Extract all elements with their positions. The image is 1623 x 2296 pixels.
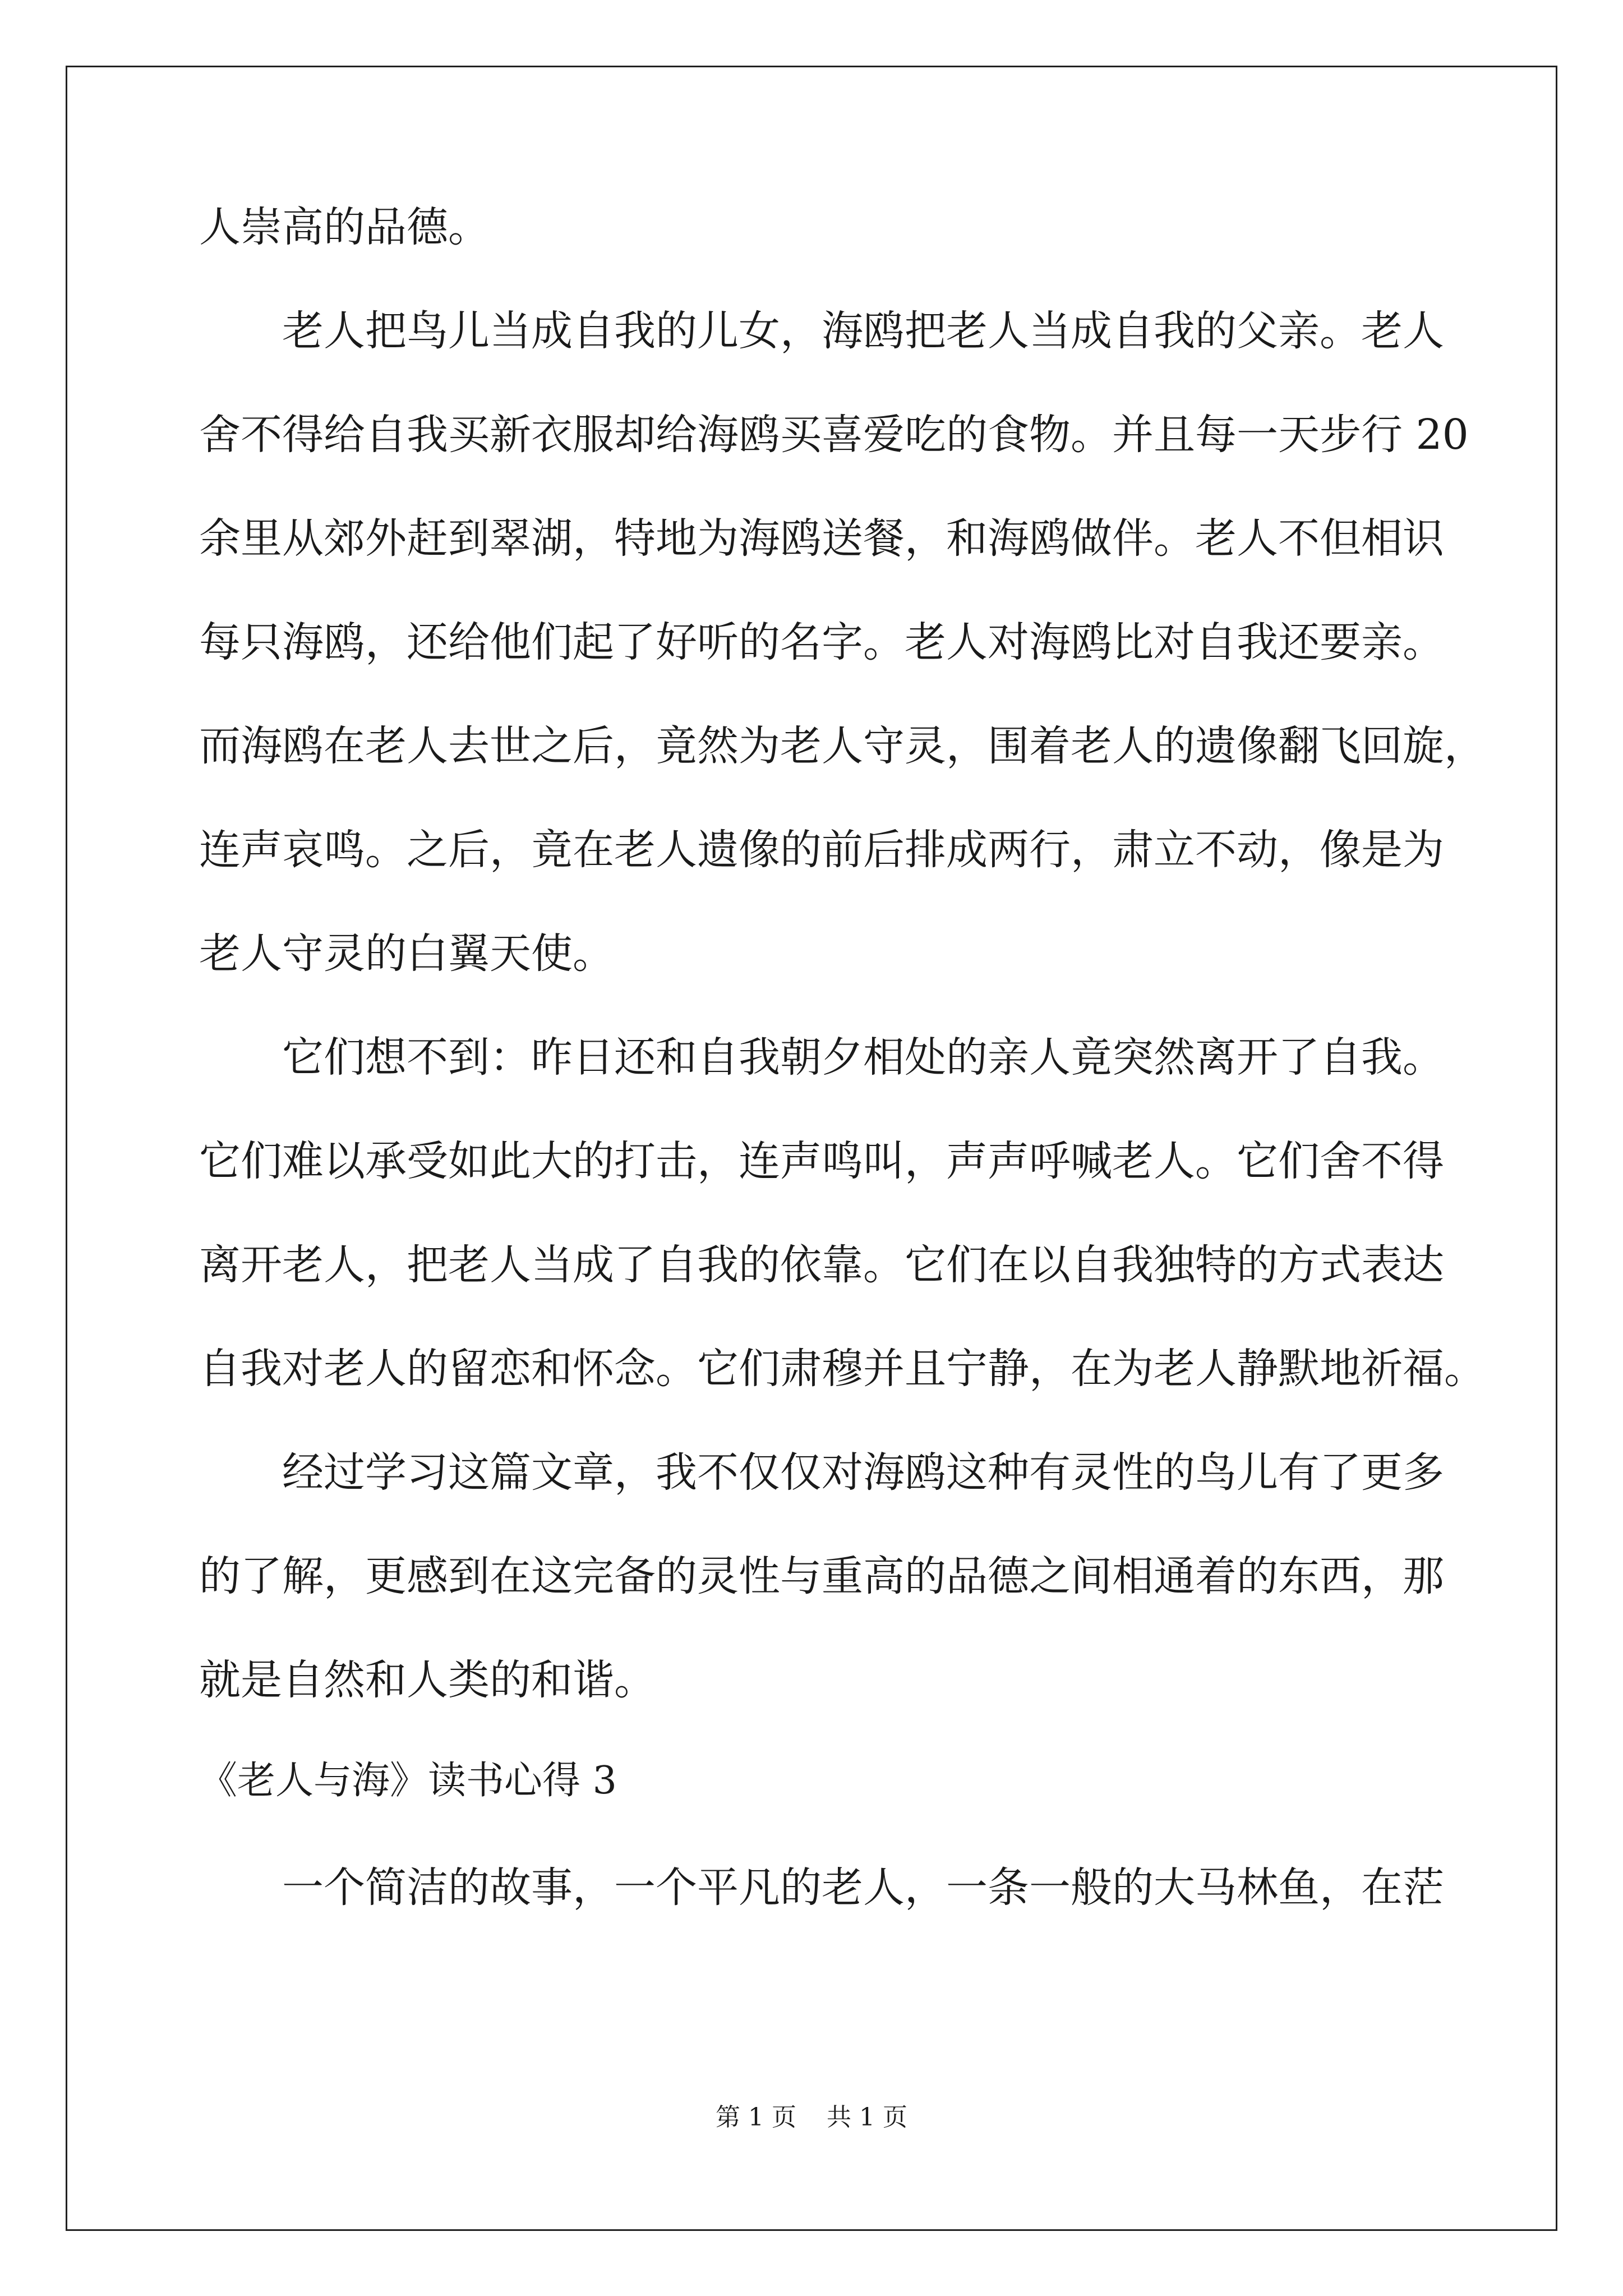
paragraph-start-line: 老人把鸟儿当成自我的儿女，海鸥把老人当成自我的父亲。老人 <box>282 307 1444 355</box>
text-line: 老人守灵的白翼天使。 <box>199 930 614 978</box>
text-line: 就是自然和人类的和谐。 <box>199 1656 656 1704</box>
text-line: 的了解，更感到在这完备的灵性与重高的品德之间相通着的东西，那 <box>199 1552 1444 1600</box>
paragraph-start-line: 一个简洁的故事，一个平凡的老人，一条一般的大马林鱼，在茫 <box>282 1864 1444 1912</box>
text-line: 离开老人，把老人当成了自我的依靠。它们在以自我独特的方式表达 <box>199 1241 1444 1289</box>
paragraph-start-line: 它们想不到：昨日还和自我朝夕相处的亲人竟突然离开了自我。 <box>282 1033 1444 1082</box>
text-line: 自我对老人的留恋和怀念。它们肃穆并且宁静，在为老人静默地祈福。 <box>199 1345 1486 1393</box>
paragraph-start-line: 经过学习这篇文章，我不仅仅对海鸥这种有灵性的鸟儿有了更多 <box>282 1448 1444 1497</box>
text-line: 余里从郊外赶到翠湖，特地为海鸥送餐，和海鸥做伴。老人不但相识 <box>199 514 1444 563</box>
section-heading: 《老人与海》读书心得 3 <box>199 1759 617 1803</box>
text-line: 它们难以承受如此大的打击，连声鸣叫，声声呼喊老人。它们舍不得 <box>199 1137 1444 1185</box>
page-total: 共 1 页 <box>827 2103 907 2132</box>
text-line: 每只海鸥，还给他们起了好听的名字。老人对海鸥比对自我还要亲。 <box>199 618 1444 666</box>
text-line: 而海鸥在老人去世之后，竟然为老人守灵，围着老人的遗像翻飞回旋， <box>199 722 1486 770</box>
text-line: 舍不得给自我买新衣服却给海鸥买喜爱吃的食物。并且每一天步行 20 <box>199 411 1469 459</box>
text-line: 人崇高的品德。 <box>199 203 490 251</box>
page-footer <box>0 2101 1623 2134</box>
text-line: 连声哀鸣。之后，竟在老人遗像的前后排成两行，肃立不动，像是为 <box>199 826 1444 874</box>
page-number: 第 1 页 <box>716 2103 796 2132</box>
